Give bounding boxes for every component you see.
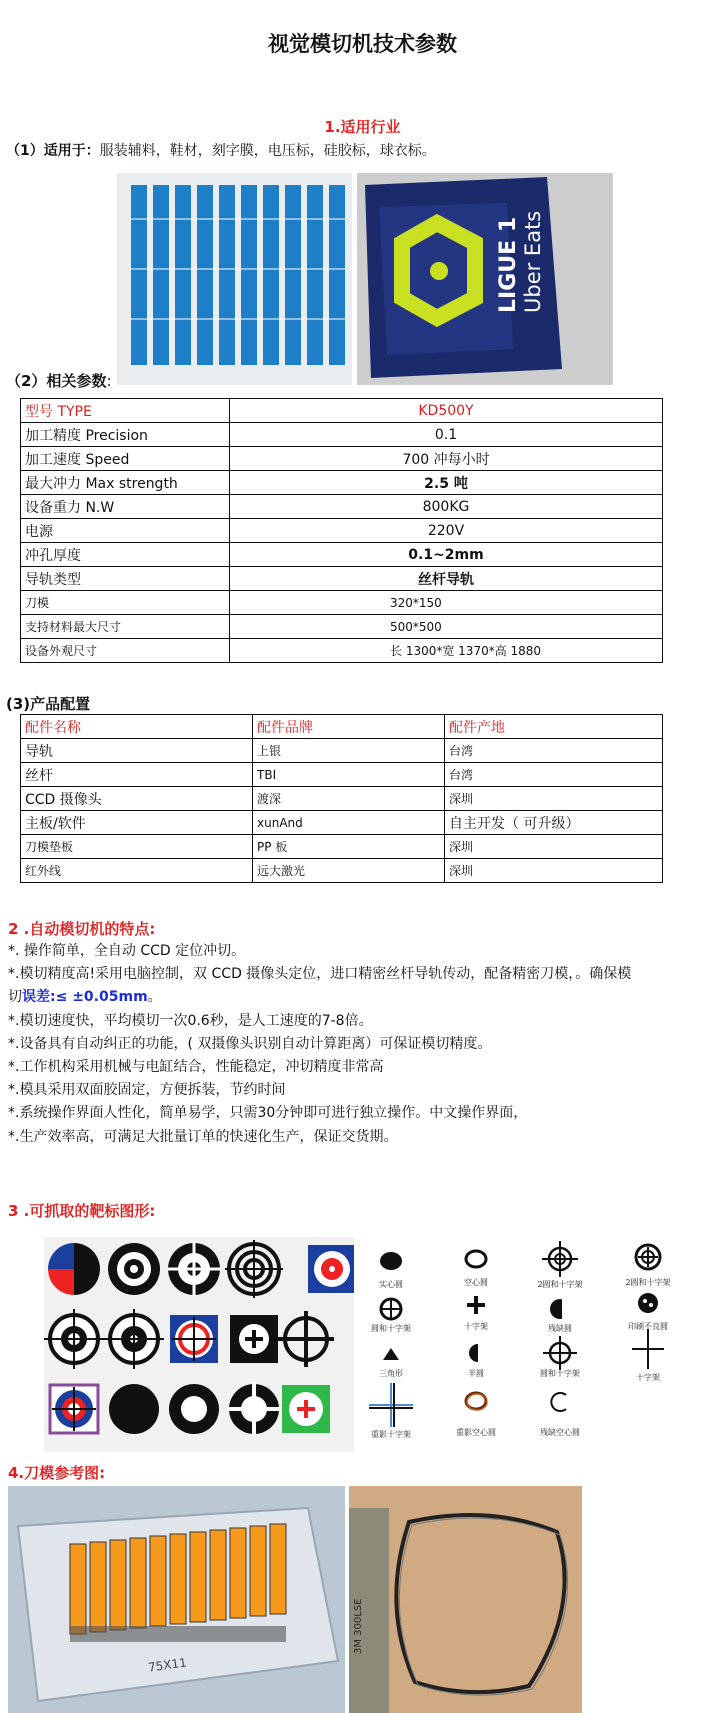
params-heading xyxy=(6,370,112,391)
target-solid xyxy=(109,1384,159,1434)
target-label: 十字架 xyxy=(636,1373,660,1382)
target-green-plus xyxy=(282,1385,330,1433)
target-label: 2圆和十字架 xyxy=(537,1280,583,1289)
param-value: 500*500 xyxy=(230,615,663,639)
target-crosshair xyxy=(168,1243,220,1295)
config-brand: PP 板 xyxy=(253,835,445,859)
config-header-brand: 配件品牌 xyxy=(253,715,445,739)
badge-line2: Uber Eats xyxy=(521,210,545,313)
table-row xyxy=(21,423,663,447)
param-value: 700 冲每小时 xyxy=(230,447,663,471)
target-label: 2圆和十字架 xyxy=(625,1278,671,1287)
table-row xyxy=(21,859,663,883)
die-block-text: 75X11 xyxy=(147,1655,188,1675)
table-row xyxy=(21,639,663,663)
die-block-graphic xyxy=(8,1486,345,1713)
config-heading: (3)产品配置 xyxy=(6,695,91,713)
section-industry-heading: 1.适用行业 xyxy=(324,118,401,136)
param-name: 设备重力 N.W xyxy=(21,495,230,519)
config-origin: 深圳 xyxy=(445,859,663,883)
param-value: 0.1~2mm xyxy=(230,543,663,567)
feature-item: *.系统操作界面人性化，简单易学，只需30分钟即可进行独立操作。中文操作界面， xyxy=(8,1105,528,1122)
target-label: 圆和十字架 xyxy=(540,1369,580,1378)
config-table xyxy=(20,714,663,883)
param-value: 220V xyxy=(230,519,663,543)
target-legend-icons xyxy=(356,1237,716,1452)
param-name: 加工速度 Speed xyxy=(21,447,230,471)
table-row xyxy=(21,591,663,615)
target-label: 十字架 xyxy=(464,1322,488,1331)
page-title: 视觉模切机技术参数 xyxy=(268,32,457,56)
target-label: 实心圆 xyxy=(379,1280,403,1289)
target-purple-frame xyxy=(50,1385,98,1433)
config-name: 丝杆 xyxy=(21,763,253,787)
param-value: 2.5 吨 xyxy=(230,471,663,495)
param-value: 800KG xyxy=(230,495,663,519)
param-name: 支持材料最大尺寸 xyxy=(21,615,230,639)
config-header-row xyxy=(21,715,663,739)
feature-item: *.生产效率高，可满足大批量订单的快速化生产，保证交货期。 xyxy=(8,1128,398,1145)
param-name: 设备外观尺寸 xyxy=(21,639,230,663)
param-name: 刀模 xyxy=(21,591,230,615)
target-label: 残缺圆 xyxy=(548,1324,572,1333)
target-black-plus xyxy=(230,1315,278,1363)
features-list xyxy=(8,940,720,1149)
param-header-name: 型号 TYPE xyxy=(21,399,230,423)
param-value: 丝杆导轨 xyxy=(230,567,663,591)
target-label: 半圆 xyxy=(468,1369,484,1378)
param-value: 0.1 xyxy=(230,423,663,447)
target-dark-cross xyxy=(104,1309,164,1369)
config-name: 刀模垫板 xyxy=(21,835,253,859)
config-brand: xunAnd xyxy=(253,811,445,835)
config-header-name: 配件名称 xyxy=(21,715,253,739)
blue-tape-photo xyxy=(117,173,352,385)
config-origin: 台湾 xyxy=(445,763,663,787)
target-broken-donut xyxy=(227,1382,281,1436)
wood-die-photo xyxy=(349,1486,582,1713)
apply-label: （1）适用于： xyxy=(6,143,100,159)
param-value: 320*150 xyxy=(230,591,663,615)
target-legend xyxy=(356,1237,716,1452)
config-header-origin: 配件产地 xyxy=(445,715,663,739)
tape-text: 3M 300LSE xyxy=(353,1598,364,1654)
param-name: 加工精度 Precision xyxy=(21,423,230,447)
param-name: 导轨类型 xyxy=(21,567,230,591)
table-row xyxy=(21,835,663,859)
feature-item: *.模具采用双面胶固定，方便拆装，节约时间 xyxy=(8,1082,286,1099)
config-origin: 自主开发（ 可升级） xyxy=(445,811,663,835)
tolerance-highlight: 误差:≤ ±0.05mm xyxy=(22,989,148,1006)
target-label: 残缺空心圆 xyxy=(540,1428,580,1437)
target-open-cross xyxy=(278,1311,334,1367)
table-row xyxy=(21,495,663,519)
target-label: 三角形 xyxy=(379,1369,403,1378)
target-grid xyxy=(44,1237,354,1452)
features-heading: 2 .自动模切机的特点: xyxy=(8,920,156,938)
feature-item-continuation xyxy=(8,986,720,1009)
ligue1-badge-photo xyxy=(357,173,613,385)
target-blue-red xyxy=(170,1315,218,1363)
params-heading-label: （2）相关参数 xyxy=(6,372,107,390)
target-label: 重影空心圆 xyxy=(456,1428,496,1437)
config-name: 红外线 xyxy=(21,859,253,883)
table-row xyxy=(21,543,663,567)
table-row xyxy=(21,519,663,543)
target-label: 印刷不良圆 xyxy=(628,1322,668,1331)
feature-item: *.设备具有自动纠正的功能，( 双摄像头识别自动计算距离）可保证模切精度。 xyxy=(8,1035,492,1052)
table-row xyxy=(21,471,663,495)
die-block-photo xyxy=(8,1486,345,1713)
params-heading-colon: : xyxy=(106,372,112,390)
feature-item: *.模切精度高!采用电脑控制，双 CCD 摄像头定位，进口精密丝杆导轨传动，配备精密刀模，。确保模 xyxy=(8,966,632,983)
config-origin: 台湾 xyxy=(445,739,663,763)
feature-cont-suffix: 。 xyxy=(147,989,162,1006)
target-label: 圆和十字架 xyxy=(371,1324,411,1333)
param-name: 冲孔厚度 xyxy=(21,543,230,567)
table-row xyxy=(21,811,663,835)
dies-heading: 4.刀模参考图: xyxy=(8,1464,106,1482)
ligue1-badge-graphic xyxy=(357,173,613,385)
table-row xyxy=(21,447,663,471)
target-rings xyxy=(225,1240,283,1298)
apply-line xyxy=(6,140,436,160)
params-table xyxy=(20,398,663,663)
target-square-red xyxy=(308,1245,354,1293)
config-brand: 上银 xyxy=(253,739,445,763)
table-row xyxy=(21,567,663,591)
feature-item: *. 操作简单，全自动 CCD 定位冲切。 xyxy=(8,943,246,959)
apply-text: 服装辅料，鞋材，刻字膜，电压标，硅胶标，球衣标。 xyxy=(99,143,436,159)
table-row xyxy=(21,739,663,763)
param-value: 长 1300*宽 1370*高 1880 xyxy=(230,639,663,663)
target-bullseye xyxy=(108,1243,160,1295)
config-name: 导轨 xyxy=(21,739,253,763)
wood-die-graphic xyxy=(349,1486,582,1713)
blue-tape-graphic xyxy=(117,173,352,385)
config-brand: 渡深 xyxy=(253,787,445,811)
feature-cont-prefix: 切 xyxy=(8,989,22,1006)
param-name: 最大冲力 Max strength xyxy=(21,471,230,495)
target-quadrant xyxy=(48,1243,100,1295)
config-brand: TBI xyxy=(253,763,445,787)
target-donut xyxy=(169,1384,219,1434)
table-row xyxy=(21,763,663,787)
target-ring-cross xyxy=(44,1309,104,1369)
params-header-row xyxy=(21,399,663,423)
config-origin: 深圳 xyxy=(445,835,663,859)
badge-text xyxy=(497,211,545,313)
target-label: 空心圆 xyxy=(464,1278,488,1287)
targets-heading: 3 .可抓取的靶标图形: xyxy=(8,1202,156,1220)
table-row xyxy=(21,787,663,811)
param-name: 电源 xyxy=(21,519,230,543)
table-row xyxy=(21,615,663,639)
target-shapes xyxy=(44,1237,354,1452)
config-name: 主板/软件 xyxy=(21,811,253,835)
config-origin: 深圳 xyxy=(445,787,663,811)
target-label: 重影十字架 xyxy=(371,1430,411,1439)
config-brand: 远大激光 xyxy=(253,859,445,883)
feature-item: *.工作机构采用机械与电缸结合，性能稳定，冲切精度非常高 xyxy=(8,1059,384,1076)
config-name: CCD 摄像头 xyxy=(21,787,253,811)
param-header-value: KD500Y xyxy=(230,399,663,423)
feature-item: *.模切速度快，平均模切一次0.6秒，是人工速度的7-8倍。 xyxy=(8,1012,373,1029)
badge-line1: LIGUE 1 xyxy=(496,216,521,313)
